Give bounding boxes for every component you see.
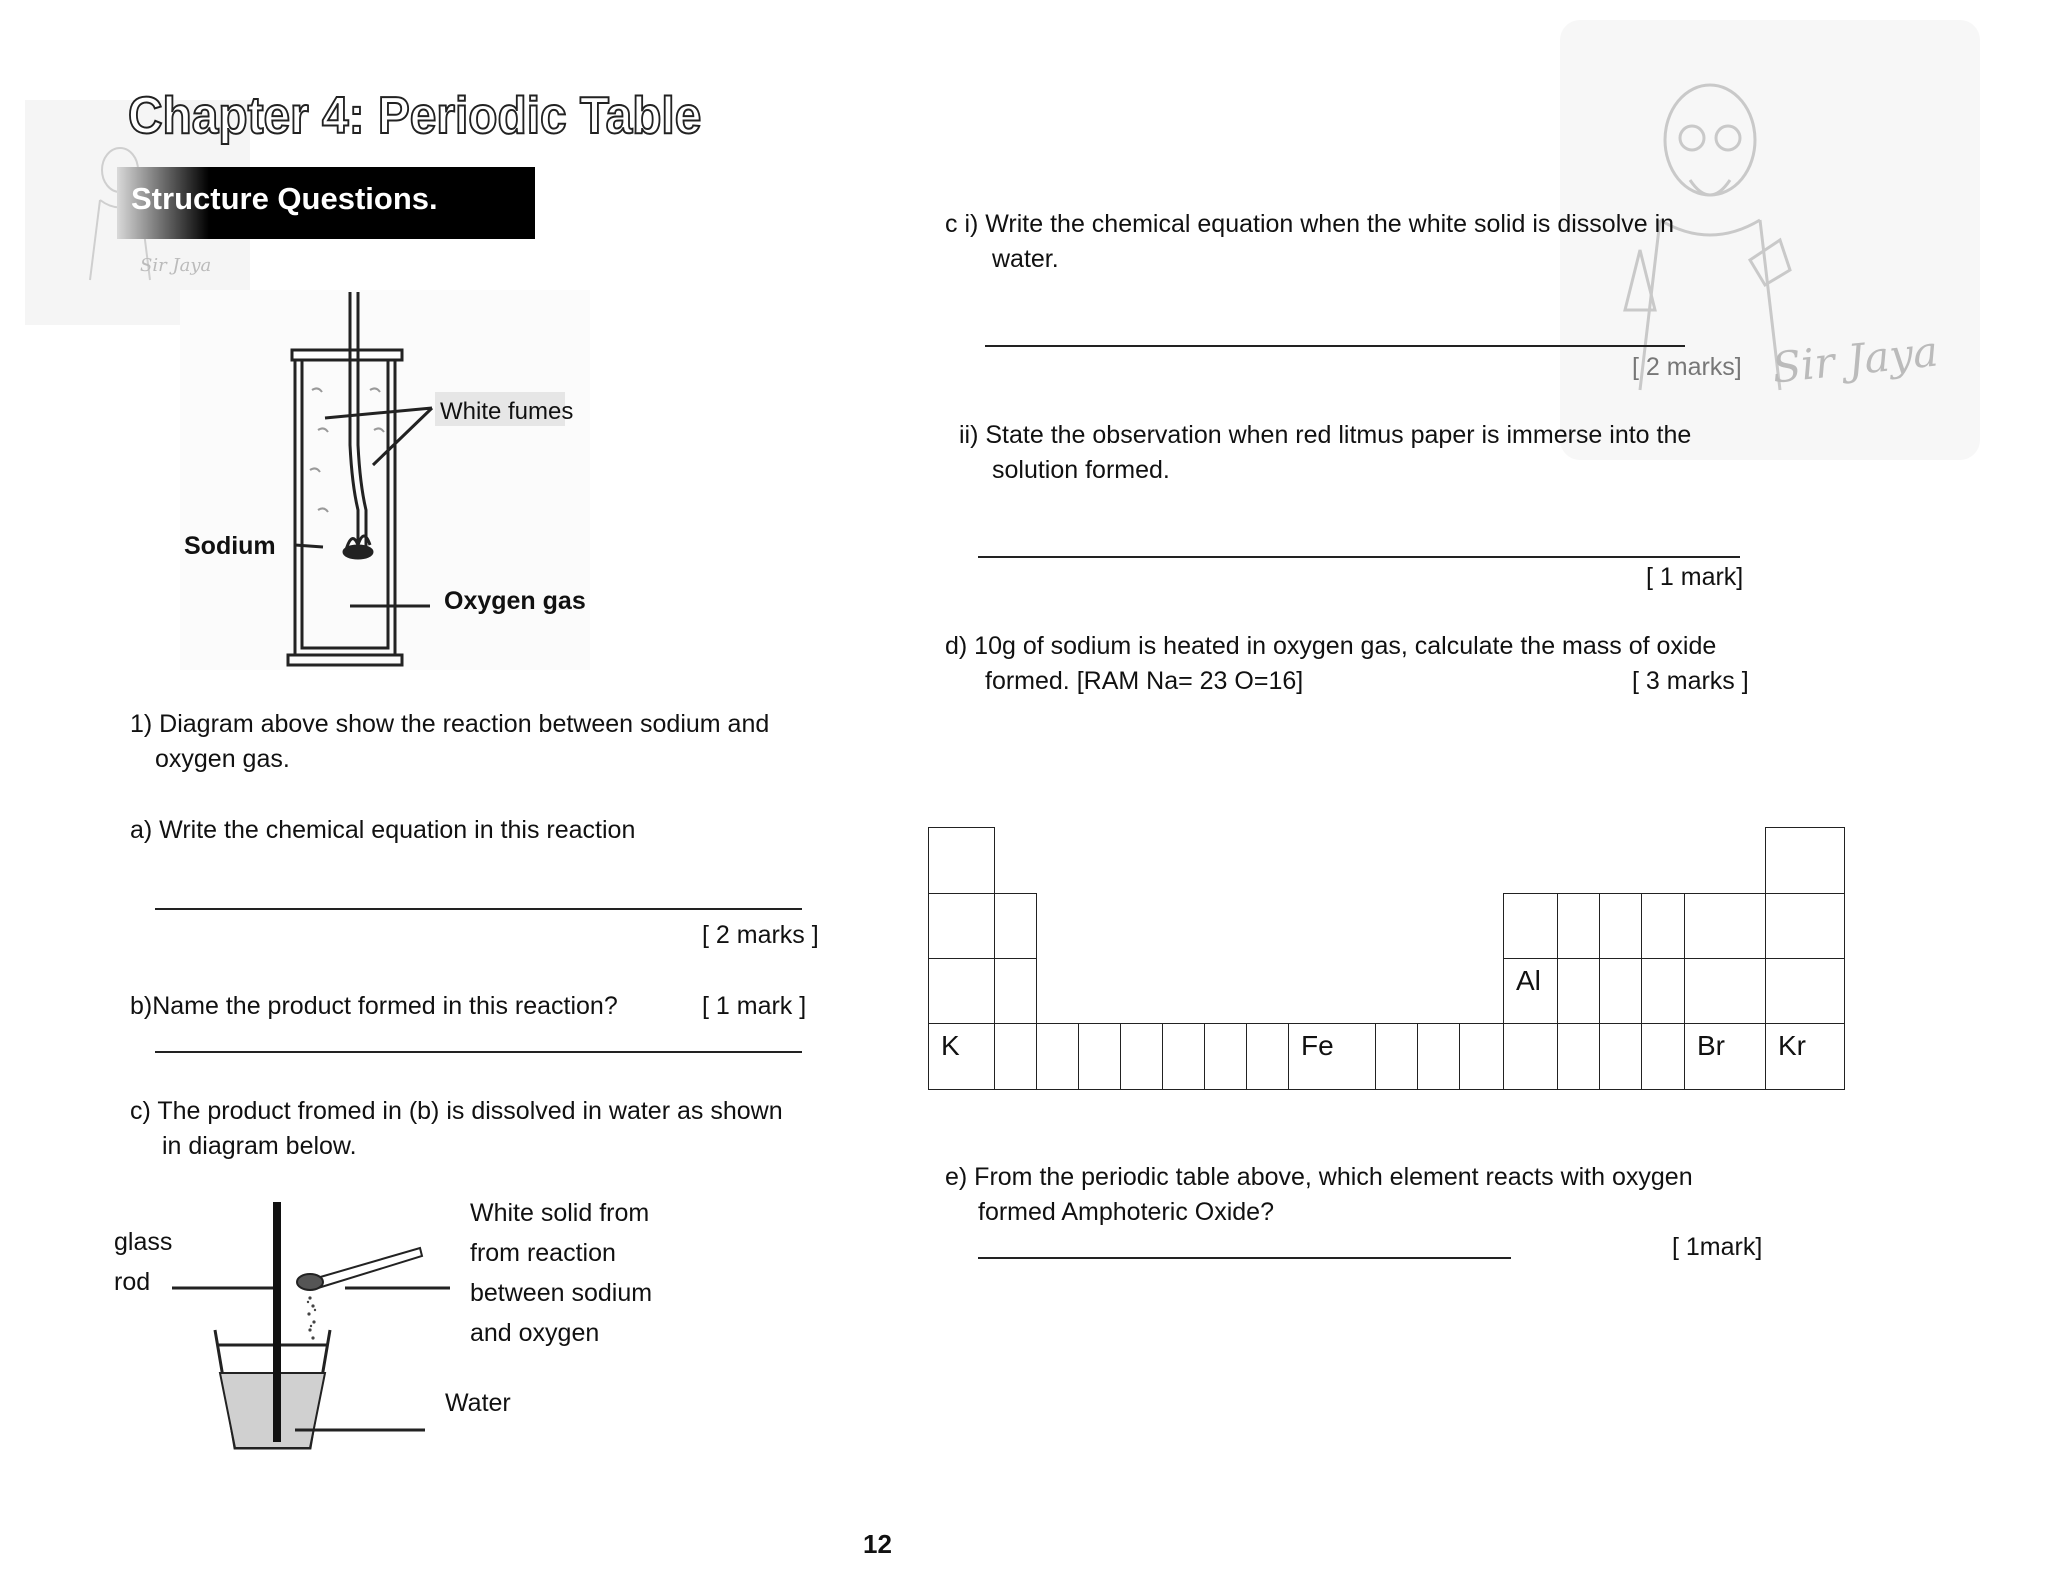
q1b-marks: [ 1 mark ]	[702, 992, 807, 1020]
q1c-line2: in diagram below.	[162, 1132, 357, 1160]
pt-cell	[1599, 958, 1642, 1024]
cii-line1: ii) State the observation when red litmus paper is immerse into the	[959, 421, 1692, 449]
cii-answer-line[interactable]	[978, 556, 1740, 558]
label-glass: glass	[114, 1228, 173, 1256]
page-number: 12	[863, 1529, 892, 1559]
pt-cell	[1765, 958, 1845, 1024]
d-line2: formed. [RAM Na= 23 O=16]	[985, 667, 1304, 695]
pt-cell-al	[1503, 958, 1558, 1024]
label-sodium: Sodium	[184, 532, 276, 560]
e-line1: e) From the periodic table above, which element reacts with oxygen	[945, 1163, 1693, 1191]
q1b-answer-line[interactable]	[155, 1051, 802, 1053]
q1a-text: a) Write the chemical equation in this reaction	[130, 816, 636, 844]
pt-cell	[1599, 893, 1642, 959]
pt-cell	[928, 958, 995, 1024]
pt-cell	[1459, 1023, 1504, 1090]
pt-cell-kr	[1765, 1023, 1845, 1090]
pt-cell	[1557, 1023, 1600, 1090]
cii-line2: solution formed.	[992, 456, 1170, 484]
element-al: Al	[1516, 965, 1541, 996]
ci-marks: [ 2 marks]	[1632, 353, 1742, 381]
pt-cell	[1078, 1023, 1121, 1090]
pt-cell	[1641, 1023, 1685, 1090]
element-kr: Kr	[1778, 1030, 1806, 1061]
pt-cell	[994, 1023, 1037, 1090]
pt-cell	[994, 893, 1037, 959]
pt-cell	[1641, 958, 1685, 1024]
cii-marks: [ 1 mark]	[1646, 563, 1744, 591]
pt-cell	[1684, 893, 1766, 959]
pt-cell	[1120, 1023, 1163, 1090]
pt-cell	[1557, 958, 1600, 1024]
d-marks: [ 3 marks ]	[1632, 667, 1749, 695]
q1c-line1: c) The product fromed in (b) is dissolved in water as shown	[130, 1097, 783, 1125]
label-white-solid-1: White solid from	[470, 1199, 650, 1227]
section-banner	[117, 167, 535, 239]
label-rod: rod	[114, 1268, 151, 1296]
q1-intro-line2: oxygen gas.	[155, 745, 290, 773]
pt-cell	[994, 958, 1037, 1024]
label-white-solid-2: from reaction	[470, 1239, 616, 1267]
q1a-answer-line[interactable]	[155, 908, 802, 910]
d-line1: d) 10g of sodium is heated in oxygen gas, calculate the mass of oxide	[945, 632, 1717, 660]
beaker-diagram	[160, 1190, 480, 1460]
pt-cell	[1417, 1023, 1460, 1090]
pt-cell	[1162, 1023, 1205, 1090]
label-white-solid-4: and oxygen	[470, 1319, 600, 1347]
element-k: K	[941, 1030, 960, 1061]
pt-cell	[1765, 893, 1845, 959]
ci-line2: water.	[992, 245, 1059, 273]
watermark-signature-small: Sir Jaya	[140, 255, 212, 276]
e-answer-line[interactable]	[978, 1257, 1511, 1259]
watermark-signature: Sir Jaya	[1769, 326, 1941, 393]
pt-cell	[1246, 1023, 1289, 1090]
pt-cell	[1375, 1023, 1418, 1090]
e-line2: formed Amphoteric Oxide?	[978, 1198, 1274, 1226]
pt-cell	[928, 827, 995, 894]
pt-cell	[1204, 1023, 1247, 1090]
sodium-oxygen-diagram	[170, 280, 600, 680]
pt-cell-br	[1684, 1023, 1766, 1090]
chapter-title: Chapter 4: Periodic Table	[128, 87, 702, 145]
section-label: Structure Questions.	[131, 181, 438, 216]
pt-cell	[1765, 827, 1845, 894]
element-fe: Fe	[1301, 1030, 1334, 1061]
pt-cell	[1503, 1023, 1558, 1090]
q1-intro-line1: 1) Diagram above show the reaction between sodium and	[130, 710, 770, 738]
label-white-solid-3: between sodium	[470, 1279, 653, 1307]
pt-cell	[1684, 958, 1766, 1024]
label-water: Water	[445, 1389, 511, 1417]
element-br: Br	[1697, 1030, 1725, 1061]
pt-cell	[1557, 893, 1600, 959]
pt-cell	[1503, 893, 1558, 959]
pt-cell	[1036, 1023, 1079, 1090]
pt-cell	[928, 893, 995, 959]
pt-cell	[1599, 1023, 1642, 1090]
pt-cell	[1641, 893, 1685, 959]
pt-cell-fe	[1288, 1023, 1376, 1090]
e-marks: [ 1mark]	[1672, 1233, 1763, 1261]
label-white-fumes: White fumes	[440, 398, 574, 425]
ci-line1: c i) Write the chemical equation when the white solid is dissolve in	[945, 210, 1675, 238]
pt-cell-k	[928, 1023, 995, 1090]
q1b-text: b)Name the product formed in this reaction?	[130, 992, 618, 1020]
q1a-marks: [ 2 marks ]	[702, 921, 819, 949]
label-oxygen-gas: Oxygen gas	[444, 587, 586, 615]
ci-answer-line[interactable]	[985, 345, 1685, 347]
